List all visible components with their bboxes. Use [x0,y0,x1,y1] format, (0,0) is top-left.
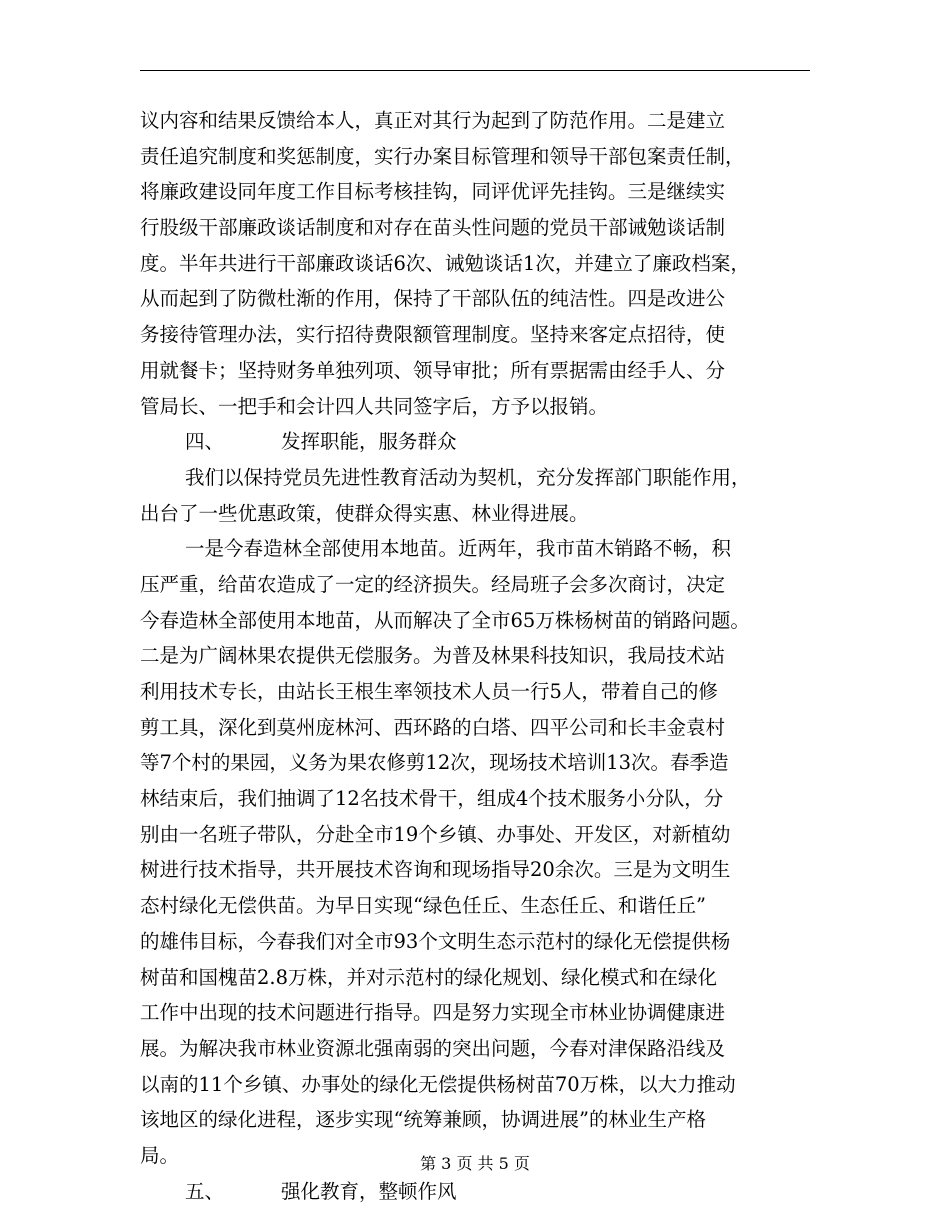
text-line: 以南的11个乡镇、办事处的绿化无偿提供杨树苗70万株，以大力推动 [140,1072,736,1096]
text-line: 出台了一些优惠政策，使群众得实惠、林业得进展。 [140,501,589,525]
section-title: 强化教育，整顿作风 [281,1179,457,1203]
text-line: 将廉政建设同年度工作目标考核挂钩，同评优评先挂钩。三是继续实 [140,180,726,204]
paragraph-2 [140,460,830,531]
text-line: 剪工具，深化到莫州庞林河、西环路的白塔、四平公司和长丰金袁村 [140,715,726,739]
document-body [140,103,830,1209]
page-footer: 第 3 页 共 5 页 [420,1154,530,1173]
text-line: 局。 [140,1143,180,1167]
text-line: 用就餐卡；坚持财务单独列项、领导审批；所有票据需由经手人、分 [140,358,726,382]
section-title: 发挥职能，服务群众 [281,430,457,454]
text-line: 压严重，给苗农造成了一定的经济损失。经局班子会多次商讨，决定 [140,572,726,596]
text-line: 今春造林全部使用本地苗，从而解决了全市65万株杨树苗的销路问题。 [140,608,750,632]
header-rule [140,70,810,71]
text-line: 等7个村的果园，义务为果农修剪12次，现场技术培训13次。春季造 [140,751,729,775]
section-heading-4 [140,424,830,460]
text-line: 从而起到了防微杜渐的作用，保持了干部队伍的纯洁性。四是改进公 [140,287,726,311]
text-line: 议内容和结果反馈给本人，真正对其行为起到了防范作用。二是建立 [140,109,726,132]
text-line: 态村绿化无偿供苗。为早日实现“绿色任丘、生态任丘、和谐任丘” [140,894,706,918]
section-number: 五、 [185,1179,225,1203]
text-line: 管局长、一把手和会计四人共同签字后，方予以报销。 [140,394,609,418]
text-line: 我们以保持党员先进性教育活动为契机，充分发挥部门职能作用， [185,465,751,489]
text-line: 二是为广阔林果农提供无偿服务。为普及林果科技知识，我局技术站 [140,644,726,668]
text-line: 该地区的绿化进程，逐步实现“统筹兼顾，协调进展”的林业生产格 [140,1108,706,1132]
text-line: 一是今春造林全部使用本地苗。近两年，我市苗木销路不畅，积 [185,537,732,561]
text-line: 树苗和国槐苗2.8万株，并对示范村的绿化规划、绿化模式和在绿化 [140,965,718,989]
text-line: 责任追究制度和奖惩制度，实行办案目标管理和领导干部包案责任制， [140,144,745,168]
text-line: 林结束后，我们抽调了12名技术骨干，组成4个技术服务小分队，分 [140,787,724,811]
section-number: 四、 [185,430,225,454]
text-line: 务接待管理办法，实行招待费限额管理制度。坚持来客定点招待，使 [140,323,726,347]
text-line: 的雄伟目标，今春我们对全市93个文明生态示范村的绿化无偿提供杨 [140,929,731,953]
section-heading-5 [140,1174,830,1210]
text-line: 度。半年共进行干部廉政谈话6次、诫勉谈话1次，并建立了廉政档案， [140,251,750,275]
text-line: 行股级干部廉政谈话制度和对存在苗头性问题的党员干部诫勉谈话制 [140,216,726,240]
text-line: 利用技术专长，由站长王根生率领技术人员一行5人，带着自己的修 [140,680,718,703]
text-line: 展。为解决我市林业资源北强南弱的突出问题，今春对津保路沿线及 [140,1036,726,1060]
text-line: 树进行技术指导，共开展技术咨询和现场指导20余次。三是为文明生 [140,858,731,882]
text-line: 工作中出现的技术问题进行指导。四是努力实现全市林业协调健康进 [140,1001,726,1025]
text-line: 别由一名班子带队，分赴全市19个乡镇、办事处、开发区，对新植幼 [140,822,731,846]
paragraph-3 [140,531,830,1173]
paragraph-1 [140,103,830,424]
